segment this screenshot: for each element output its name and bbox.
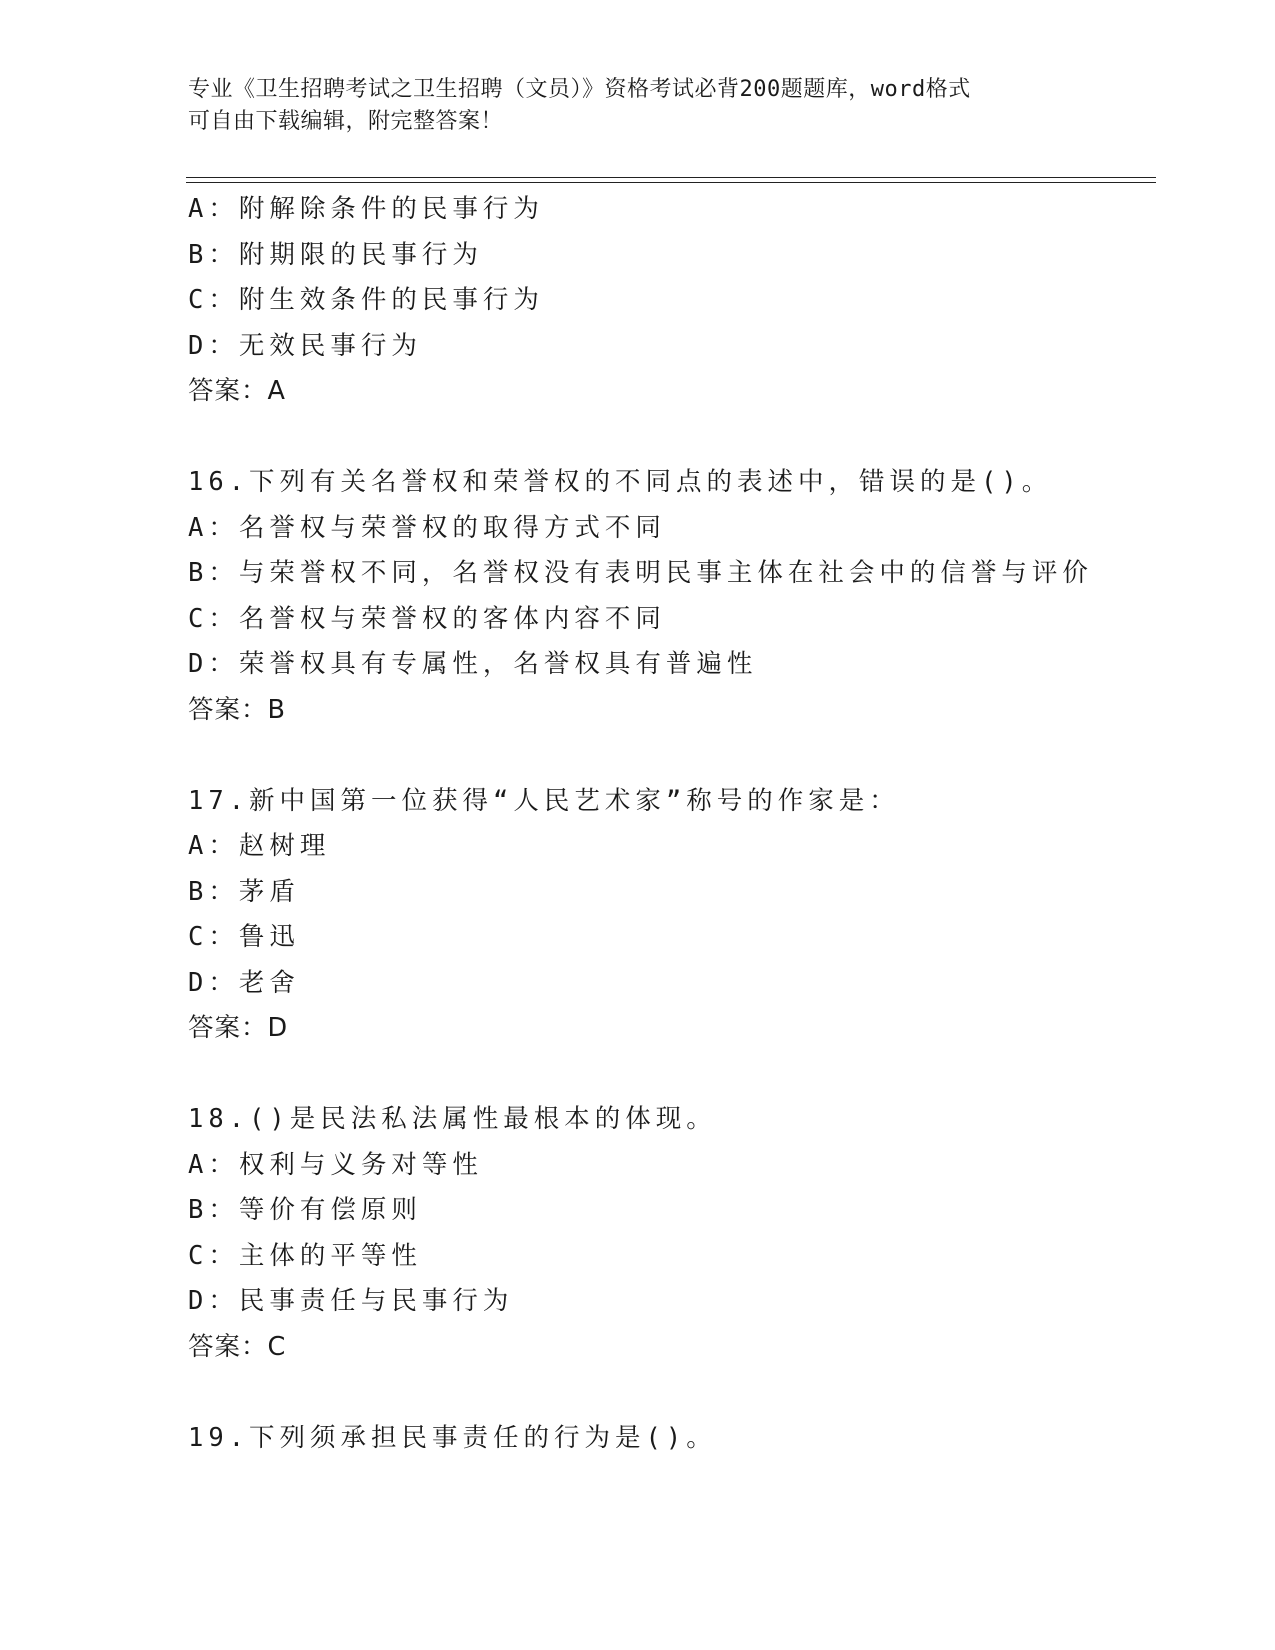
- question-list: [188, 187, 1148, 1461]
- question-block-18: [188, 1097, 1148, 1370]
- question-text: 18.()是民法私法属性最根本的体现。: [188, 1104, 717, 1134]
- header-line-2: 可自由下载编辑，附完整答案！: [188, 109, 504, 134]
- question-text: 17.新中国第一位获得“人民艺术家”称号的作家是：: [188, 785, 900, 816]
- answer: 答案：B: [188, 694, 286, 725]
- question-text: 19.下列须承担民事责任的行为是()。: [188, 1422, 717, 1453]
- answer: 答案：C: [188, 1331, 287, 1362]
- question-block-15: [188, 187, 1148, 415]
- option-b: B：等价有偿原则: [188, 1195, 422, 1225]
- option-a: A：附解除条件的民事行为: [188, 194, 544, 224]
- answer: 答案：A: [188, 376, 286, 406]
- question-block-17: [188, 779, 1148, 1052]
- document-header: [188, 74, 1088, 138]
- question-text: 16.下列有关名誉权和荣誉权的不同点的表述中，错误的是()。: [188, 467, 1053, 497]
- header-divider-top: [186, 177, 1156, 178]
- option-d: D：无效民事行为: [188, 330, 422, 361]
- header-line-1: 专业《卫生招聘考试之卫生招聘（文员）》资格考试必背200题题库，word格式: [188, 77, 971, 102]
- option-d: D：荣誉权具有专属性，名誉权具有普遍性: [188, 649, 758, 679]
- option-c: C：名誉权与荣誉权的客体内容不同: [188, 603, 666, 634]
- option-d: D：老舍: [188, 967, 300, 998]
- option-b: B：茅盾: [188, 876, 300, 907]
- option-a: A：权利与义务对等性: [188, 1149, 483, 1180]
- spacer: [188, 415, 1148, 461]
- option-b: B：与荣誉权不同，名誉权没有表明民事主体在社会中的信誉与评价: [188, 558, 1093, 588]
- option-a: A：赵树理: [188, 831, 331, 861]
- spacer: [188, 1052, 1148, 1098]
- option-c: C：主体的平等性: [188, 1240, 422, 1271]
- question-block-19: [188, 1416, 1148, 1462]
- option-c: C：附生效条件的民事行为: [188, 285, 544, 315]
- question-block-16: [188, 460, 1148, 733]
- option-c: C：鲁迅: [188, 922, 300, 952]
- answer: 答案：D: [188, 1013, 289, 1043]
- option-b: B：附期限的民事行为: [188, 239, 483, 270]
- spacer: [188, 733, 1148, 779]
- option-a: A：名誉权与荣誉权的取得方式不同: [188, 512, 666, 543]
- option-d: D：民事责任与民事行为: [188, 1286, 514, 1316]
- header-divider-bottom: [186, 182, 1156, 183]
- spacer: [188, 1370, 1148, 1416]
